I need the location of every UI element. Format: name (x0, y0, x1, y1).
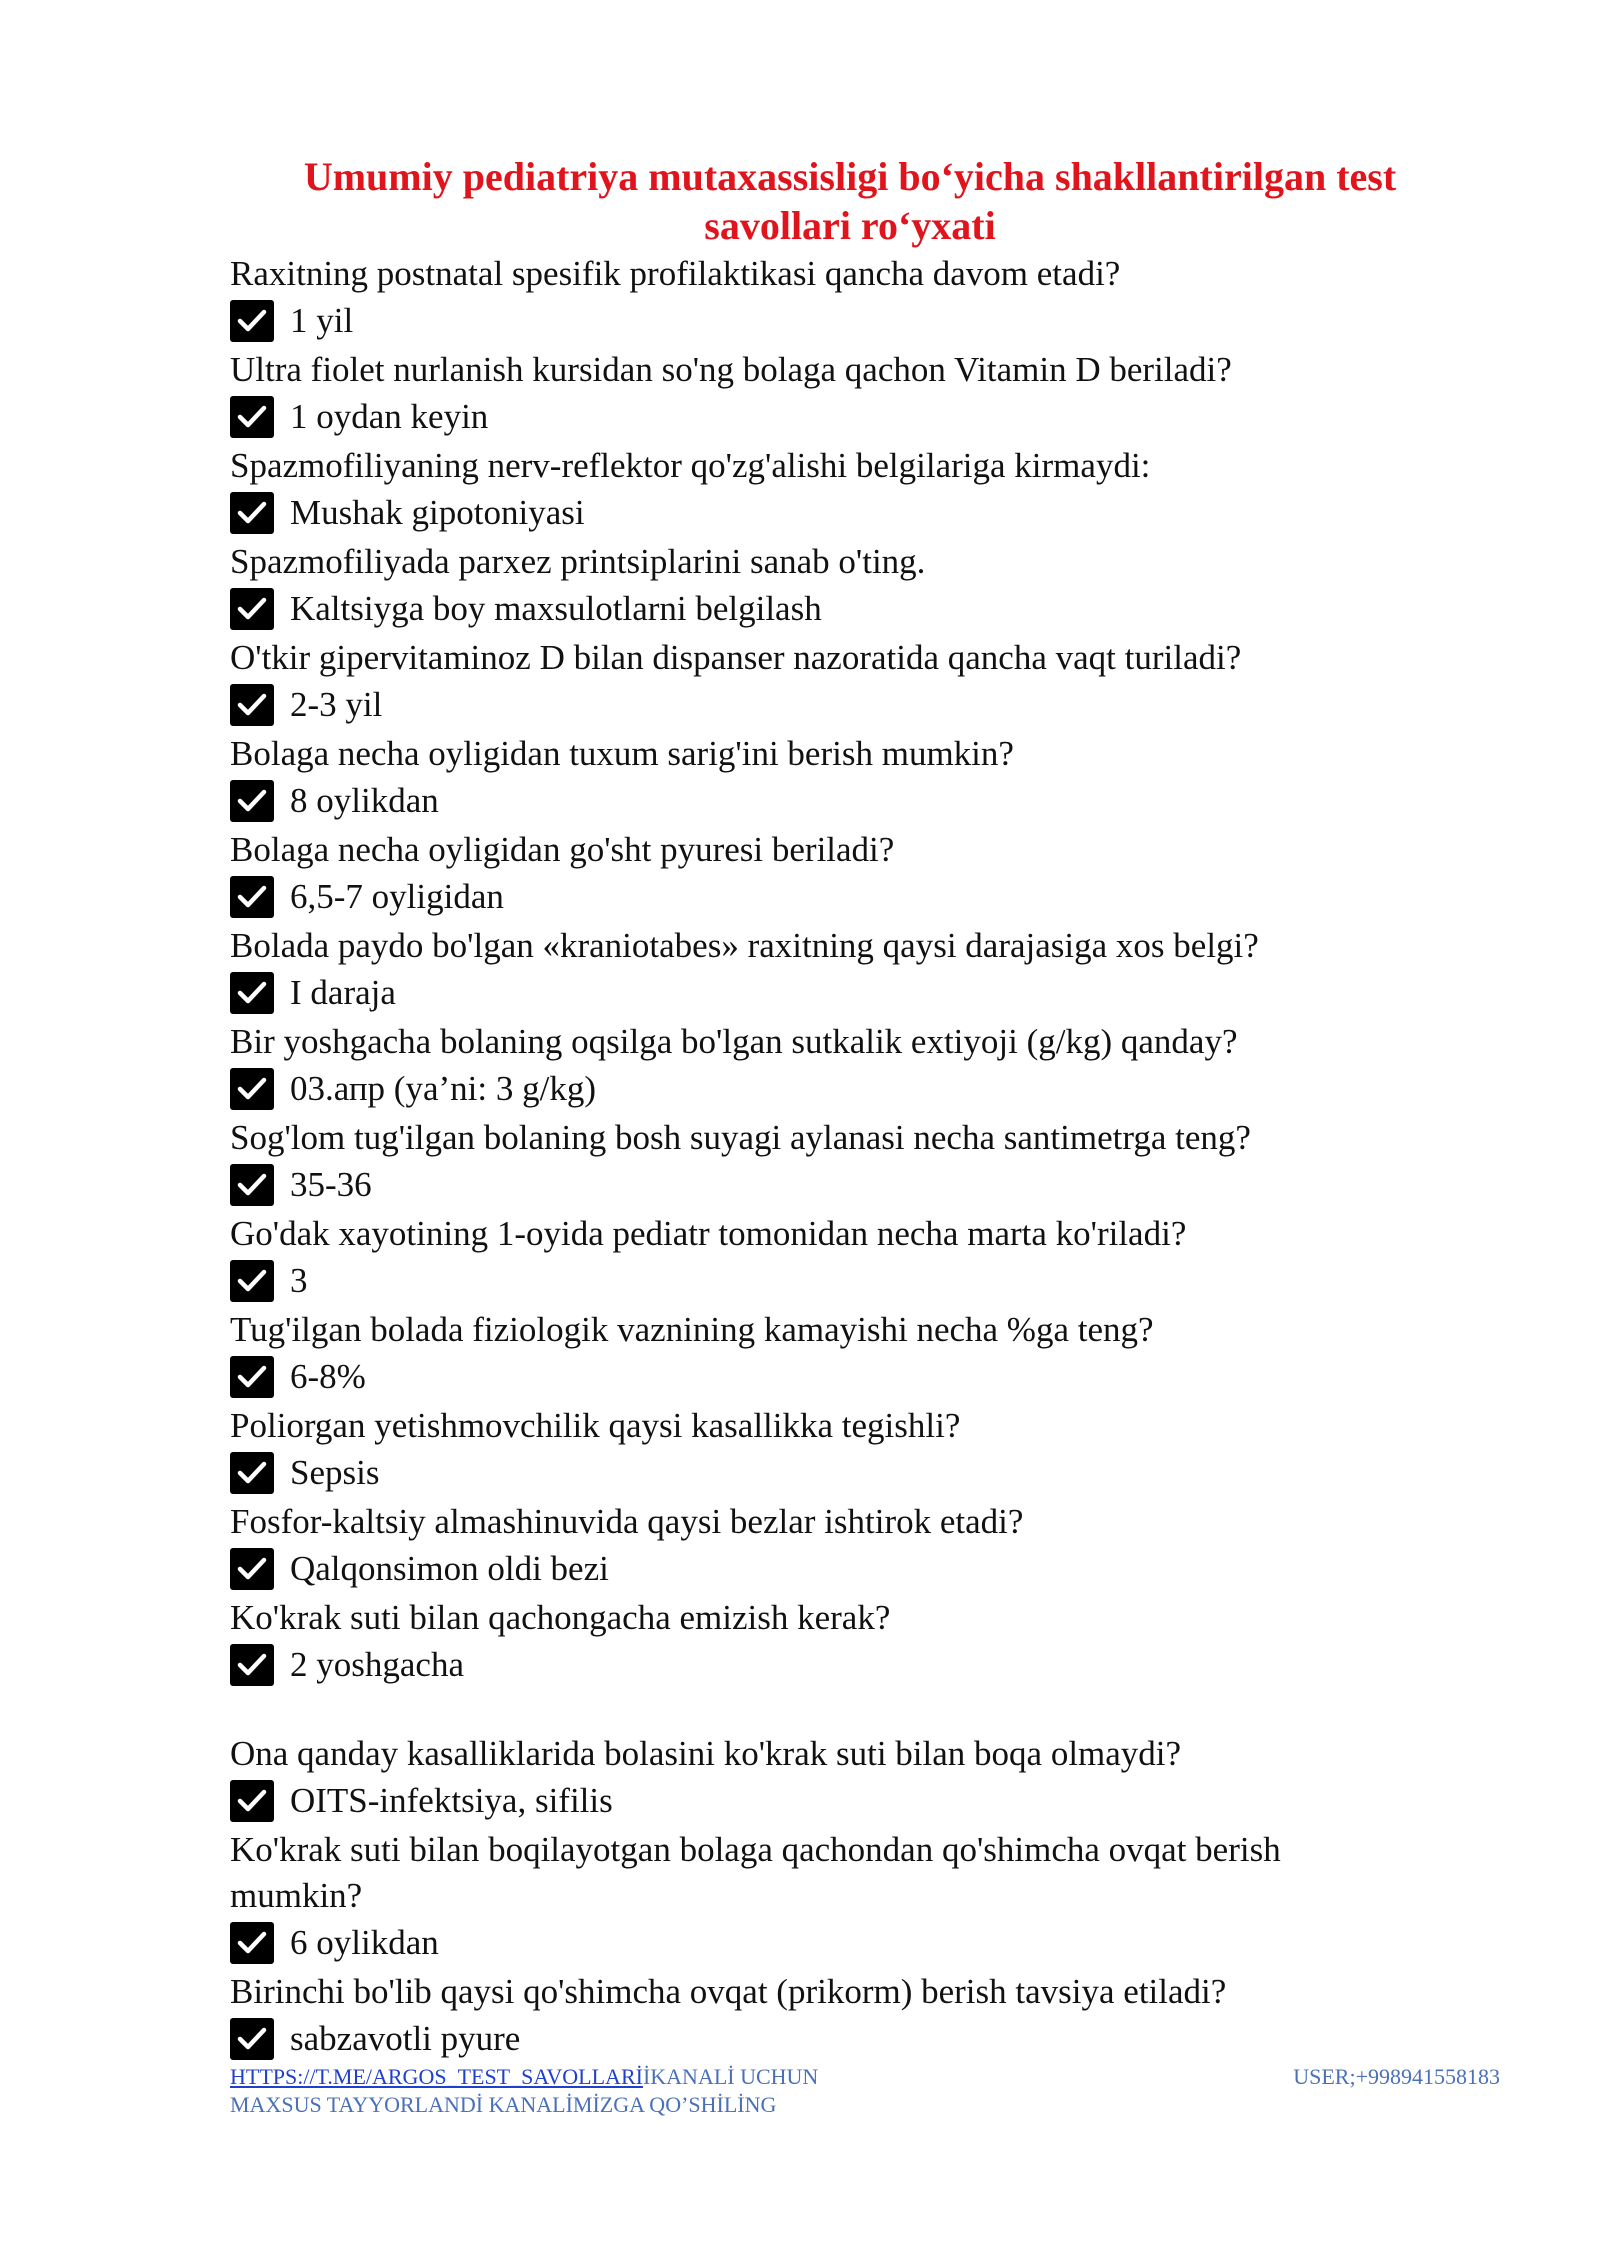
check-box-icon (230, 1260, 274, 1302)
question-item (230, 1307, 1390, 1401)
answer-text: 2-3 yil (290, 685, 383, 724)
question-text: Bir yoshgacha bolaning oqsilga bo'lgan sutkalik extiyoji (g/kg) qanday? (230, 1022, 1238, 1061)
question-text: Bolada paydo bo'lgan «kraniotabes» raxitning qaysi darajasiga xos belgi? (230, 926, 1259, 965)
question-item (230, 1827, 1390, 1967)
check-box-icon (230, 1922, 274, 1964)
answer-text: 03.апр (ya’ni: 3 g/kg) (290, 1069, 596, 1108)
question-item (230, 1499, 1390, 1593)
answer-text: sabzavotli pyure (290, 2019, 521, 2058)
question-item (230, 1019, 1390, 1113)
question-item (230, 347, 1390, 441)
check-box-icon (230, 1644, 274, 1686)
question-item (230, 443, 1390, 537)
question-list (230, 251, 1390, 2065)
check-box-icon (230, 876, 274, 918)
question-item (230, 1731, 1390, 1825)
answer-text: 1 yil (290, 301, 354, 340)
answer-text: 6 oylikdan (290, 1923, 439, 1962)
check-box-icon (230, 1452, 274, 1494)
check-box-icon (230, 396, 274, 438)
answer-row (230, 1919, 1390, 1967)
question-item (230, 731, 1390, 825)
footer-user-contact: USER;+998941558183 (1293, 2064, 1500, 2089)
check-box-icon (230, 588, 274, 630)
question-text: Bolaga necha oyligidan tuxum sarig'ini berish mumkin? (230, 734, 1014, 773)
check-box-icon (230, 1068, 274, 1110)
check-box-icon (230, 492, 274, 534)
answer-text: OITS-infektsiya, sifilis (290, 1781, 613, 1820)
question-text: Raxitning postnatal spesifik profilaktikasi qancha davom etadi? (230, 254, 1121, 293)
check-box-icon (230, 684, 274, 726)
answer-text: Kaltsiyga boy maxsulotlarni belgilash (290, 589, 822, 628)
answer-row (230, 489, 1390, 537)
answer-row (230, 777, 1390, 825)
answer-text: 3 (290, 1261, 308, 1300)
answer-row (230, 1449, 1390, 1497)
check-box-icon (230, 972, 274, 1014)
question-text: Tug'ilgan bolada fiziologik vaznining kamayishi necha %ga teng? (230, 1310, 1154, 1349)
question-text: Poliorgan yetishmovchilik qaysi kasallikka tegishli? (230, 1406, 961, 1445)
question-item (230, 923, 1390, 1017)
answer-text: 35-36 (290, 1165, 372, 1204)
answer-row (230, 585, 1390, 633)
section-spacer (230, 1691, 1390, 1731)
check-box-icon (230, 1548, 274, 1590)
question-text: Bolaga necha oyligidan go'sht pyuresi beriladi? (230, 830, 895, 869)
question-item (230, 827, 1390, 921)
answer-text: Mushak gipotoniyasi (290, 493, 585, 532)
check-box-icon (230, 780, 274, 822)
answer-row (230, 1777, 1390, 1825)
question-text: Spazmofiliyaning nerv-reflektor qo'zg'alishi belgilariga kirmaydi: (230, 446, 1151, 485)
question-item (230, 1969, 1390, 2063)
question-item (230, 1595, 1390, 1689)
question-text: Ko'krak suti bilan boqilayotgan bolaga qachondan qo'shimcha ovqat berish mumkin? (230, 1830, 1281, 1915)
question-text: O'tkir gipervitaminoz D bilan dispanser nazoratida qancha vaqt turiladi? (230, 638, 1242, 677)
answer-row (230, 873, 1390, 921)
question-text: Spazmofiliyada parxez printsiplarini sanab o'ting. (230, 542, 926, 581)
question-text: Sog'lom tug'ilgan bolaning bosh suyagi aylanasi necha santimetrga teng? (230, 1118, 1251, 1157)
answer-text: 8 oylikdan (290, 781, 439, 820)
question-item (230, 539, 1390, 633)
answer-text: I daraja (290, 973, 396, 1012)
answer-row (230, 2015, 1390, 2063)
footer-channel-text: İKANALİ UCHUN MAXSUS TAYYORLANDİ KANALİMİZGA QO’SHİLİNG (230, 2064, 819, 2117)
question-text: Ona qanday kasalliklarida bolasini ko'krak suti bilan boqa olmaydi? (230, 1734, 1182, 1773)
question-text: Ultra fiolet nurlanish kursidan so'ng bolaga qachon Vitamin D beriladi? (230, 350, 1232, 389)
answer-row (230, 1065, 1390, 1113)
question-item (230, 1211, 1390, 1305)
check-box-icon (230, 1356, 274, 1398)
question-text: Ko'krak suti bilan qachongacha emizish kerak? (230, 1598, 891, 1637)
answer-row (230, 1353, 1390, 1401)
answer-row (230, 297, 1390, 345)
answer-text: 2 yoshgacha (290, 1645, 464, 1684)
question-item (230, 251, 1390, 345)
footer-channel-note (230, 2063, 830, 2119)
check-box-icon (230, 2018, 274, 2060)
question-text: Fosfor-kaltsiy almashinuvida qaysi bezlar ishtirok etadi? (230, 1502, 1024, 1541)
answer-text: Sepsis (290, 1453, 380, 1492)
answer-text: 1 oydan keyin (290, 397, 489, 436)
answer-row (230, 1545, 1390, 1593)
question-text: Go'dak xayotining 1-oyida pediatr tomonidan necha marta ko'riladi? (230, 1214, 1187, 1253)
answer-row (230, 393, 1390, 441)
answer-text: 6-8% (290, 1357, 366, 1396)
telegram-channel-link[interactable]: HTTPS://T.ME/ARGOS_TEST_SAVOLLARİ (230, 2064, 643, 2089)
answer-row (230, 681, 1390, 729)
check-box-icon (230, 1780, 274, 1822)
check-box-icon (230, 300, 274, 342)
question-item (230, 1403, 1390, 1497)
question-text: Birinchi bo'lib qaysi qo'shimcha ovqat (prikorm) berish tavsiya etiladi? (230, 1972, 1227, 2011)
answer-row (230, 969, 1390, 1017)
answer-row (230, 1257, 1390, 1305)
check-box-icon (230, 1164, 274, 1206)
question-item (230, 635, 1390, 729)
answer-row (230, 1641, 1390, 1689)
document-title: Umumiy pediatriya mutaxassisligi bo‘yicha shakllantirilgan test savollari ro‘yxati (303, 154, 1397, 248)
question-item (230, 1115, 1390, 1209)
answer-text: 6,5-7 oyligidan (290, 877, 504, 916)
answer-row (230, 1161, 1390, 1209)
answer-text: Qalqonsimon oldi bezi (290, 1549, 609, 1588)
